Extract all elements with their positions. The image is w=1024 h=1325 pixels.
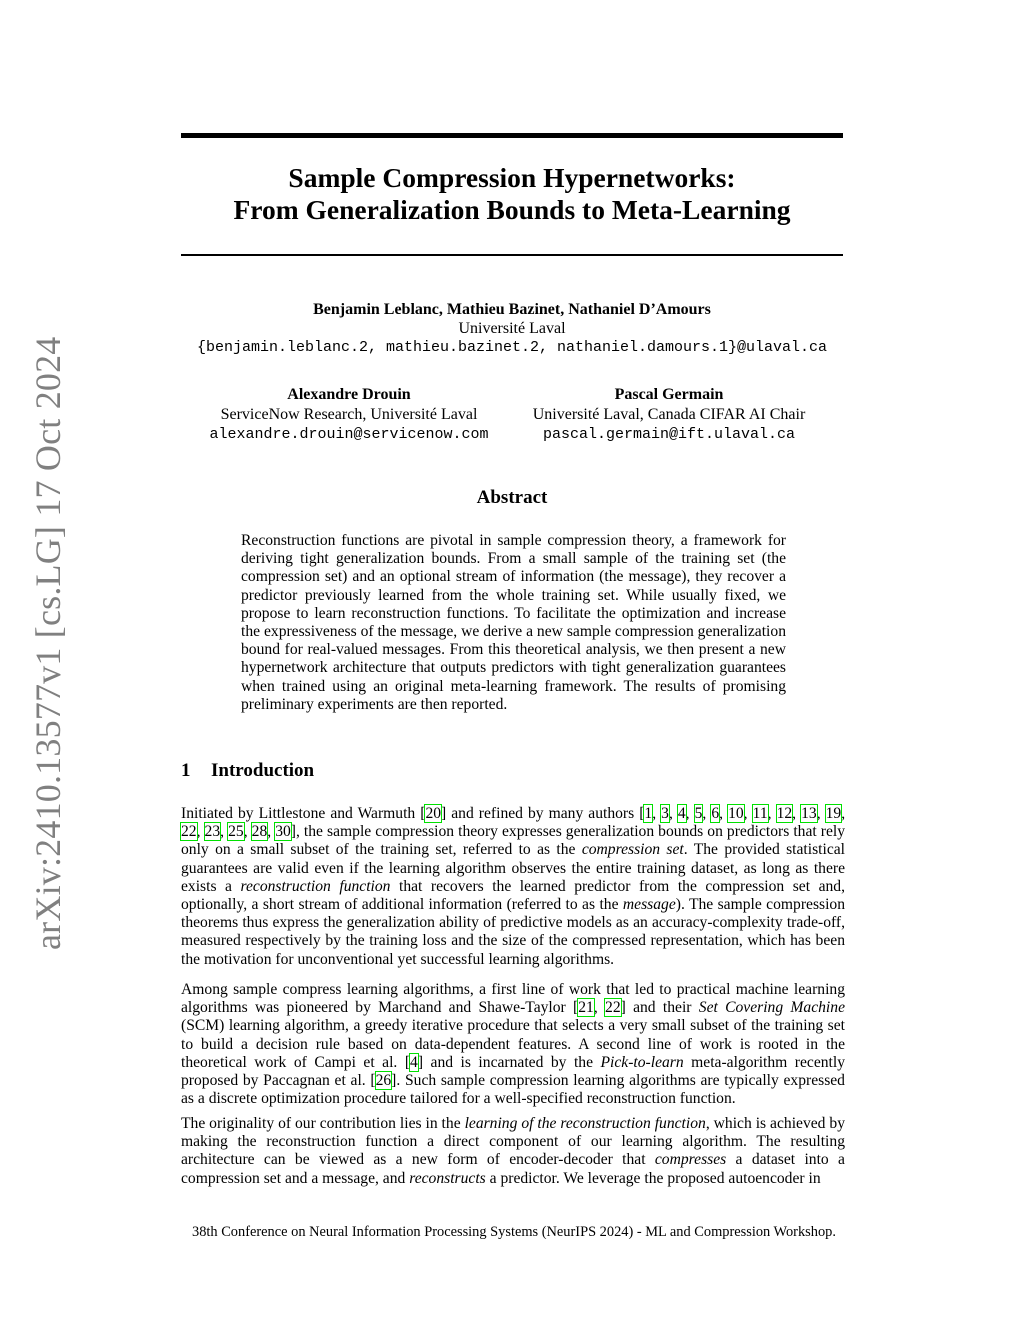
citation-link[interactable]: 4 <box>677 805 686 822</box>
author-block-main <box>181 300 843 357</box>
author-emails: {benjamin.leblanc.2, mathieu.bazinet.2, nathaniel.damours.1}@ulaval.ca <box>196 339 828 356</box>
author-name: Pascal Germain <box>614 386 724 403</box>
text-run: , <box>685 805 695 822</box>
title-line-2: From Generalization Bounds to Meta-Learning <box>233 194 791 225</box>
author-email: alexandre.drouin@servicenow.com <box>209 426 489 443</box>
text-run: , which is achieved by making the reconstruction function a direct component of our learning algorithm. The resulting architecture can be viewed as a new form of encoder-decoder that <box>181 1115 845 1169</box>
text-run: , <box>220 823 229 841</box>
citation-link[interactable]: 22 <box>605 999 621 1017</box>
citation-link[interactable]: 19 <box>825 805 842 822</box>
arxiv-stamp: arXiv:2410.13577v1 [cs.LG] 17 Oct 2024 <box>28 336 68 950</box>
text-run: that recovers the learned predictor from the compression set and, optionally, a short stream of additional information (referred to as the <box>181 877 845 914</box>
citation-link[interactable]: 23 <box>204 823 221 841</box>
text-run: , <box>719 805 729 822</box>
citation-link[interactable]: 25 <box>228 823 244 841</box>
author-affiliation: ServiceNow Research, Université Laval <box>220 406 478 423</box>
emphasis: reconstruction function <box>240 877 391 895</box>
author-block-germain <box>519 385 819 445</box>
author-names: Benjamin Leblanc, Mathieu Bazinet, Nathaniel D’Amours <box>313 301 711 318</box>
emphasis: Pick-to-learn <box>600 1053 684 1071</box>
text-run: , <box>267 823 276 841</box>
author-affiliation: Université Laval, Canada CIFAR AI Chair <box>532 406 806 423</box>
citation-link[interactable]: 6 <box>711 805 720 822</box>
intro-paragraph-2 <box>181 981 845 1108</box>
text-run: Among sample compress learning algorithms, a first line of work that led to practical machine learning algorithms was pioneered by Marchand and Shawe-Taylor [ <box>181 981 845 1017</box>
citation-link[interactable]: 22 <box>181 823 197 841</box>
text-run: , <box>196 823 205 841</box>
author-affiliation: Université Laval <box>458 320 566 337</box>
title-line-1: Sample Compression Hypernetworks: <box>288 162 736 193</box>
text-run: , <box>792 805 802 822</box>
emphasis: compresses <box>654 1151 727 1169</box>
citation-link[interactable]: 5 <box>694 805 703 822</box>
text-run: Initiated by Littlestone and Warmuth [ <box>181 805 426 822</box>
emphasis: compression set <box>581 841 684 859</box>
paper-title <box>181 162 843 226</box>
section-heading <box>181 760 314 782</box>
text-run: , <box>668 805 678 822</box>
emphasis: message <box>622 896 676 914</box>
text-run: . The provided statistical guarantees are valid even if the learning algorithm observes the entire training dataset, as long as there exists a <box>181 841 846 895</box>
text-run: , <box>652 805 662 822</box>
text-run: , <box>243 823 252 841</box>
intro-paragraph-3 <box>181 1115 845 1188</box>
title-top-rule <box>181 133 843 138</box>
citation-link[interactable]: 21 <box>578 999 594 1017</box>
emphasis: Set Covering Machine <box>698 999 845 1017</box>
citation-link[interactable]: 10 <box>728 805 744 822</box>
abstract-text: Reconstruction functions are pivotal in sample compression theory, a framework for deriving tight generalization bounds. From a small sample of the training set (the compression set) and an optional stream of information (the message), they recover a predictor previously learned from the whole training set. While usually fixed, we propose to learn reconstruction functions. To facilitate the optimization and increase the expressiveness of the message, we derive a new sample compression generalization bound for real-valued messages. From this theoretical analysis, we then present a new hypernetwork architecture that outputs predictors with tight generalization guarantees when trained using an original meta-learning framework. The results of promising preliminary experiments are then reported. <box>241 532 786 713</box>
text-run: , <box>743 805 753 822</box>
text-run: , <box>816 805 826 822</box>
citation-link[interactable]: 12 <box>776 805 793 822</box>
text-run: a predictor. We leverage the proposed autoencoder in <box>485 1169 821 1187</box>
citation-link[interactable]: 4 <box>410 1053 418 1071</box>
text-run: ). The sample compression theorems thus express the generalization ability of predictive models as an accuracy-complexity trade-off, measured respectively by the training loss and the size of the compressed representation, which has been the motivation for unconventional yet successful learning algorithms. <box>181 896 846 968</box>
citation-link[interactable]: 11 <box>752 805 768 822</box>
citation-link[interactable]: 28 <box>251 823 268 841</box>
text-run: ]. Such sample compression learning algorithms are typically expressed as a discrete optimization procedure tailored for a well-specified reconstruction function. <box>181 1072 845 1108</box>
citation-link[interactable]: 20 <box>425 805 442 822</box>
text-run: (SCM) learning algorithm, a greedy iterative procedure that selects a very small subset of the training set to build a decision rule based on data-dependent features. A second line of work is rooted in the theoretical work of Campi et al. [ <box>181 1017 845 1071</box>
citation-link[interactable]: 13 <box>801 805 817 822</box>
text-run: ] and is incarnated by the <box>417 1053 601 1071</box>
section-number: 1 <box>181 760 191 781</box>
section-title: Introduction <box>211 760 315 781</box>
citation-link[interactable]: 3 <box>661 805 669 822</box>
author-name: Alexandre Drouin <box>287 386 411 403</box>
citation-link[interactable]: 1 <box>644 805 653 822</box>
emphasis: learning of the reconstruction function <box>464 1115 706 1132</box>
abstract-heading: Abstract <box>476 487 548 508</box>
text-run: , <box>593 999 606 1017</box>
text-run: ] and their <box>620 999 699 1017</box>
emphasis: reconstructs <box>409 1169 486 1187</box>
text-run: The originality of our contribution lies in the <box>181 1115 465 1132</box>
text-run: meta-algorithm recently proposed by Paccagnan et al. [ <box>181 1053 845 1090</box>
author-block-drouin <box>199 385 499 445</box>
title-bottom-rule <box>181 254 843 256</box>
text-run: ] and refined by many authors [ <box>441 805 645 822</box>
text-run: , <box>841 805 846 822</box>
author-email: pascal.germain@ift.ulaval.ca <box>542 426 796 443</box>
intro-paragraph-1 <box>181 805 845 969</box>
citation-link[interactable]: 26 <box>375 1072 392 1090</box>
conference-footer: 38th Conference on Neural Information Processing Systems (NeurIPS 2024) - ML and Compression Workshop. <box>192 1224 836 1240</box>
text-run: a dataset into a compression set and a message, and <box>181 1151 845 1187</box>
text-run: , <box>767 805 777 822</box>
citation-link[interactable]: 30 <box>275 823 291 841</box>
text-run: , <box>702 805 712 822</box>
text-run: ], the sample compression theory expresses generalization bounds on predictors that rely only on a small subset of the training set, referred to as the <box>181 823 846 859</box>
